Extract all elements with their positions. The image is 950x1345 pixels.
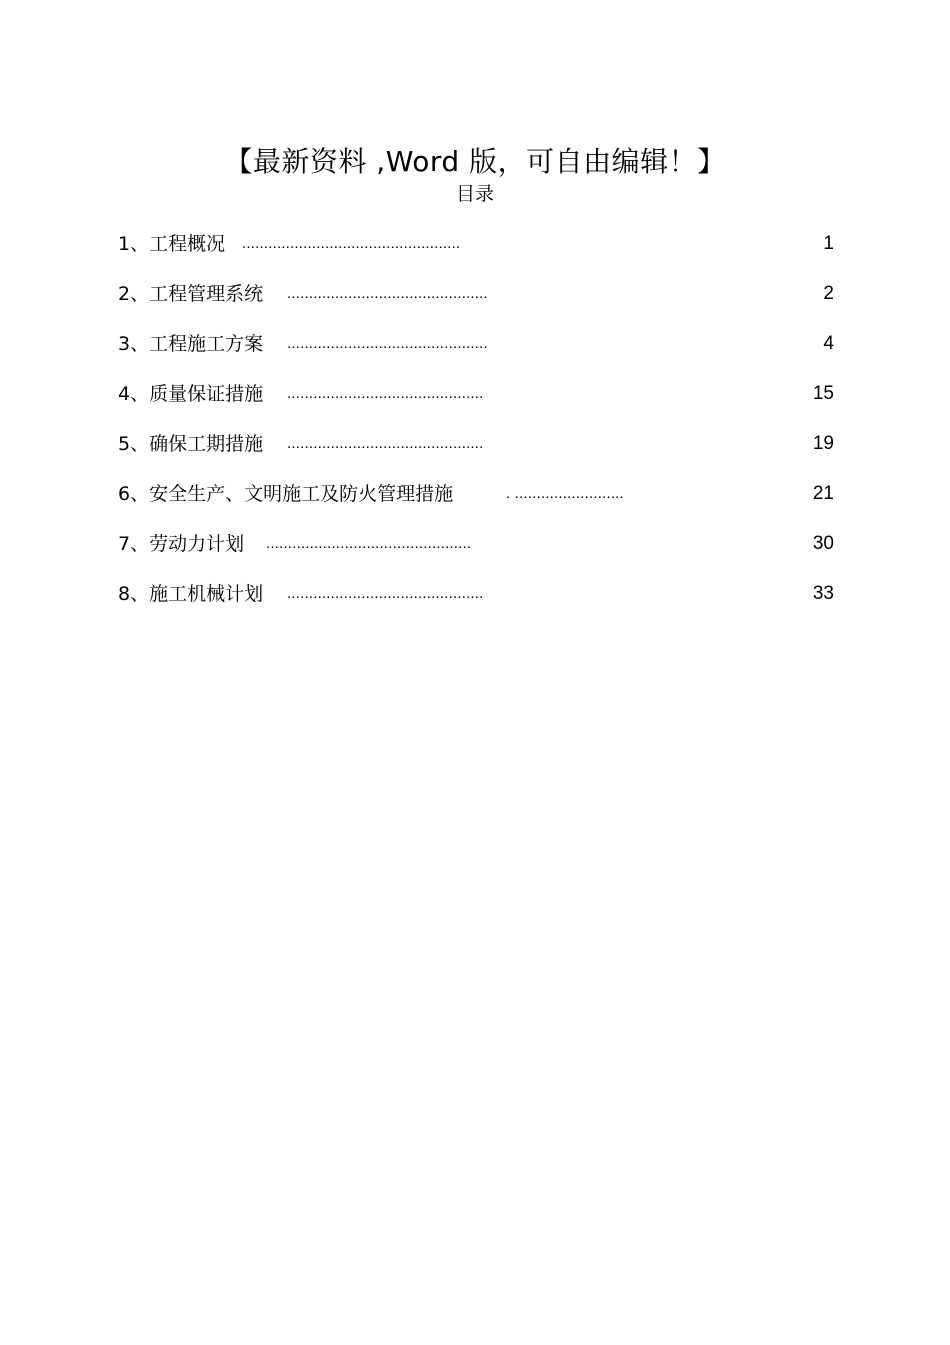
table-of-contents: [118, 226, 834, 626]
toc-entry-label: 2、工程管理系统: [118, 283, 264, 305]
toc-entry[interactable]: [118, 476, 834, 526]
toc-entry[interactable]: [118, 526, 834, 576]
toc-entry-page: 2: [823, 283, 834, 304]
toc-entry-label: 8、施工机械计划: [118, 583, 264, 605]
toc-entry-label: 5、确保工期措施: [118, 433, 264, 455]
toc-entry-page: 33: [812, 583, 834, 604]
toc-entry-leader: ..............................................: [287, 335, 488, 352]
toc-entry-label: 7、劳动力计划: [118, 533, 245, 555]
toc-entry[interactable]: [118, 326, 834, 376]
toc-entry-leader: .............................................: [287, 385, 484, 402]
toc-heading: 目录: [455, 183, 494, 205]
toc-entry-page: 4: [823, 333, 834, 354]
toc-entry-label: 1、工程概况: [118, 233, 226, 255]
banner-title: 【最新资料 ,Word 版，可自由编辑！】: [224, 145, 726, 178]
toc-entry-leader: ...............................................: [266, 535, 472, 552]
toc-entry-leader: .............................................: [287, 585, 484, 602]
toc-entry-label: 4、质量保证措施: [118, 383, 264, 405]
toc-entry-page: 15: [812, 383, 834, 404]
toc-entry-page: 30: [812, 533, 834, 554]
toc-entry-leader: . .........................: [506, 485, 624, 502]
toc-entry[interactable]: [118, 376, 834, 426]
toc-entry-label: 6、安全生产、文明施工及防火管理措施: [118, 483, 454, 505]
toc-entry-page: 19: [812, 433, 834, 454]
toc-entry[interactable]: [118, 226, 834, 276]
toc-entry-leader: .............................................: [287, 435, 484, 452]
toc-entry-page: 1: [823, 233, 834, 254]
toc-entry-leader: ..................................................: [242, 235, 461, 252]
toc-entry-label: 3、工程施工方案: [118, 333, 264, 355]
toc-entry-page: 21: [812, 483, 834, 504]
toc-entry-leader: ..............................................: [287, 285, 488, 302]
toc-entry[interactable]: [118, 276, 834, 326]
toc-entry[interactable]: [118, 576, 834, 626]
toc-entry[interactable]: [118, 426, 834, 476]
